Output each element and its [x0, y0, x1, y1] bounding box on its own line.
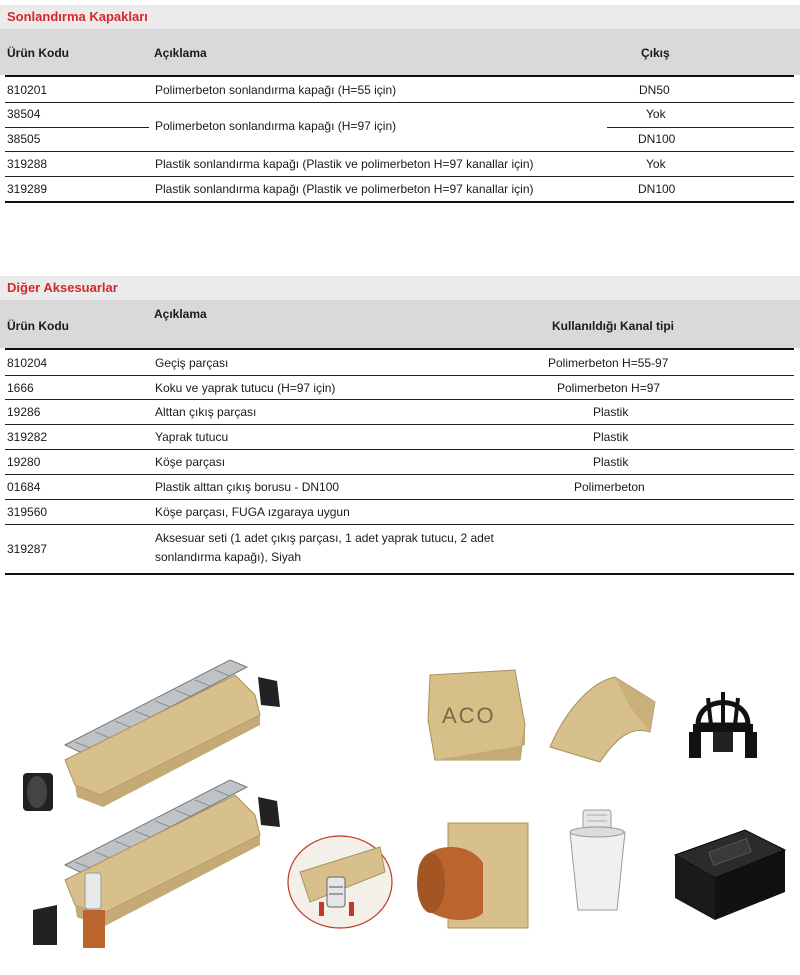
channel-detail-icon — [285, 832, 395, 932]
product-code: 810204 — [7, 356, 48, 370]
product-code: 319289 — [7, 182, 48, 196]
description: Plastik alttan çıkış borusu - DN100 — [155, 480, 340, 494]
table-row — [0, 500, 800, 524]
column-header-code: Ürün Kodu — [7, 319, 69, 333]
column-header-code: Ürün Kodu — [7, 46, 69, 60]
product-code: 01684 — [7, 480, 41, 494]
accessory-box-icon — [665, 820, 795, 930]
outlet: DN50 — [639, 83, 670, 97]
outlet: Yok — [646, 157, 666, 171]
product-code: 319560 — [7, 505, 48, 519]
channel-type: Plastik — [593, 405, 629, 419]
description: Alttan çıkış parçası — [155, 405, 257, 419]
section-title: Sonlandırma Kapakları — [0, 5, 800, 29]
table-row — [0, 152, 800, 176]
column-header-channel-type: Kullanıldığı Kanal tipi — [552, 319, 675, 333]
channel-type: Plastik — [593, 430, 629, 444]
aco-logo-text: ACO — [442, 703, 496, 728]
description: Köşe parçası — [155, 455, 226, 469]
table-header — [0, 300, 800, 348]
product-code: 810201 — [7, 83, 48, 97]
product-code: 38505 — [7, 132, 41, 146]
table-row — [0, 475, 800, 499]
section-title: Diğer Aksesuarlar — [0, 276, 800, 300]
description: Koku ve yaprak tutucu (H=97 için) — [155, 381, 336, 395]
outlet: Yok — [646, 107, 666, 121]
table-row — [0, 177, 800, 201]
description: Aksesuar seti (1 adet çıkış parçası, 1 adet yaprak tutucu, 2 adet — [155, 531, 494, 545]
product-code: 319288 — [7, 157, 48, 171]
description: Geçiş parçası — [155, 356, 229, 370]
description: Plastik sonlandırma kapağı (Plastik ve polimerbeton H=97 kanallar için) — [155, 182, 534, 196]
product-code: 38504 — [7, 107, 41, 121]
product-code: 19280 — [7, 455, 41, 469]
description: Polimerbeton sonlandırma kapağı (H=97 için) — [155, 119, 397, 133]
leaf-trap-icon — [683, 680, 763, 762]
channel-type: Polimerbeton — [574, 480, 645, 494]
table-row — [0, 400, 800, 424]
channel-type: Polimerbeton H=97 — [557, 381, 661, 395]
product-code: 1666 — [7, 381, 34, 395]
row-divider — [5, 127, 149, 128]
table-header — [0, 29, 800, 75]
table-row — [0, 450, 800, 474]
channel-type: Plastik — [593, 455, 629, 469]
end-caps-section — [0, 5, 800, 75]
table-row — [0, 425, 800, 449]
product-code: 319282 — [7, 430, 48, 444]
corner-piece-icon — [545, 672, 660, 772]
outlet: DN100 — [638, 132, 676, 146]
odour-trap-icon — [565, 805, 630, 915]
table-row — [0, 525, 800, 572]
channel-assembly-icon — [15, 655, 295, 955]
column-header-outlet: Çıkış — [641, 46, 670, 60]
outlet-pipe-icon — [413, 818, 533, 933]
row-divider — [607, 127, 794, 128]
product-code: 319287 — [7, 542, 48, 556]
accessories-section — [0, 276, 800, 348]
product-code: 19286 — [7, 405, 41, 419]
table-row — [0, 351, 800, 375]
end-cap-icon — [420, 665, 530, 765]
description: Polimerbeton sonlandırma kapağı (H=55 için) — [155, 83, 397, 97]
description: Köşe parçası, FUGA ızgaraya uygun — [155, 505, 350, 519]
column-header-description: Açıklama — [154, 46, 207, 60]
description: Yaprak tutucu — [155, 430, 229, 444]
table-row — [0, 376, 800, 399]
table-bottom-rule — [5, 201, 794, 203]
description-line-2: sonlandırma kapağı), Siyah — [155, 550, 302, 564]
channel-type: Polimerbeton H=55-97 — [548, 356, 669, 370]
description: Plastik sonlandırma kapağı (Plastik ve polimerbeton H=97 kanallar için) — [155, 157, 534, 171]
header-rule — [5, 75, 794, 77]
column-header-description: Açıklama — [154, 307, 207, 321]
outlet: DN100 — [638, 182, 676, 196]
table-row — [0, 78, 800, 102]
table-bottom-rule — [5, 573, 794, 575]
header-rule — [5, 348, 794, 350]
